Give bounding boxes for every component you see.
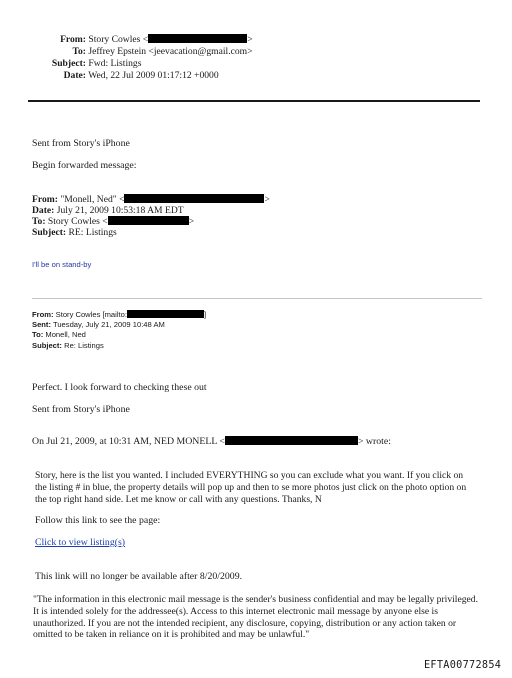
perfect-text: Perfect. I look forward to checking these out xyxy=(32,382,207,393)
standby-text: I'll be on stand-by xyxy=(32,260,92,269)
fwd-from-label: From: xyxy=(32,194,58,205)
top-subject-row xyxy=(28,58,253,70)
view-listings-link[interactable]: Click to view listing(s) xyxy=(35,537,126,548)
top-header xyxy=(28,34,253,82)
forwarded-header xyxy=(32,194,270,238)
redaction-bar xyxy=(108,216,189,225)
redaction-bar xyxy=(127,310,207,319)
from-close: > xyxy=(247,34,253,45)
sent-from-iphone-1: Sent from Story's iPhone xyxy=(32,138,130,149)
begin-forwarded: Begin forwarded message: xyxy=(32,160,137,171)
reply-to-value: Monell, Ned xyxy=(45,330,86,340)
reply-sent-label: Sent: xyxy=(32,320,51,330)
reply-from-label: From: xyxy=(32,310,54,319)
header-divider xyxy=(28,100,480,102)
fwd-to-row xyxy=(32,216,270,227)
on-date-prefix: On Jul 21, 2009, at 10:31 AM, NED MONELL < xyxy=(32,436,225,447)
reply-subject-value: Re: Listings xyxy=(64,340,104,350)
reply-from-row xyxy=(32,310,206,320)
reply-divider xyxy=(32,298,482,299)
date-label: Date: xyxy=(63,70,86,81)
reply-subject-row xyxy=(32,341,206,351)
fwd-from-close: > xyxy=(264,194,270,205)
fwd-to-close: > xyxy=(188,216,195,227)
top-from-row xyxy=(28,34,253,46)
reply-header xyxy=(32,310,206,351)
date-value: Wed, 22 Jul 2009 01:17:12 +0000 xyxy=(88,70,219,81)
fwd-date-label: Date: xyxy=(32,205,55,216)
from-value: Story Cowles < xyxy=(88,34,149,45)
subject-value: Fwd: Listings xyxy=(88,58,142,69)
fwd-from-row xyxy=(32,194,270,205)
expiry-notice: This link will no longer be available after 8/20/2009. xyxy=(35,571,243,582)
sent-from-iphone-2: Sent from Story's iPhone xyxy=(32,404,130,415)
redaction-bar xyxy=(225,436,358,445)
fwd-to-value: Story Cowles < xyxy=(47,216,108,227)
from-label: From: xyxy=(60,34,86,45)
story-paragraph: Story, here is the list you wanted. I included EVERYTHING so you can exclude what you want. If you click on the listing # in blue, the property details will pop up and then to se more photos just click on the photo option on the top right hand side. Let me know or call with any questions. Thanks, N xyxy=(35,470,467,505)
fwd-from-value: "Monell, Ned" < xyxy=(60,194,125,205)
fwd-subject-value: RE: Listings xyxy=(68,227,117,238)
fwd-date-value: July 21, 2009 10:53:18 AM EDT xyxy=(56,205,184,216)
redaction-bar xyxy=(148,34,247,43)
fwd-subject-row xyxy=(32,227,270,238)
confidentiality-disclaimer: "The information in this electronic mail message is the sender's business confidential and may be legally privileged. It is intended solely for the addressee(s). Access to this internet electronic mail message by anyone else is unauthorized. If you are not the intended recipient, any disclosure, copying, distribution or any action taken or omitted to be taken in reliance on it is prohibited and may be unlawful." xyxy=(33,594,478,641)
to-value: Jeffrey Epstein <jeevacation@gmail.com> xyxy=(88,46,253,57)
top-date-row xyxy=(28,70,253,82)
on-date-suffix: > wrote: xyxy=(357,436,391,447)
reply-sent-row xyxy=(32,320,206,330)
on-date-line xyxy=(32,436,391,447)
reply-to-row xyxy=(32,330,206,340)
fwd-date-row xyxy=(32,205,270,216)
reply-sent-value: Tuesday, July 21, 2009 10:48 AM xyxy=(52,320,165,330)
to-label: To: xyxy=(72,46,86,57)
follow-link-text: Follow this link to see the page: xyxy=(35,515,161,526)
fwd-subject-label: Subject: xyxy=(32,227,67,238)
reply-subject-label: Subject: xyxy=(32,340,62,350)
subject-label: Subject: xyxy=(51,58,86,69)
reply-to-label: To: xyxy=(32,330,44,340)
redaction-bar xyxy=(124,194,264,203)
document-id: EFTA00772854 xyxy=(424,660,502,671)
reply-from-value: Story Cowles [mailto: xyxy=(55,310,127,319)
reply-from-close: ] xyxy=(203,310,207,319)
fwd-to-label: To: xyxy=(32,216,46,227)
top-to-row xyxy=(28,46,253,58)
